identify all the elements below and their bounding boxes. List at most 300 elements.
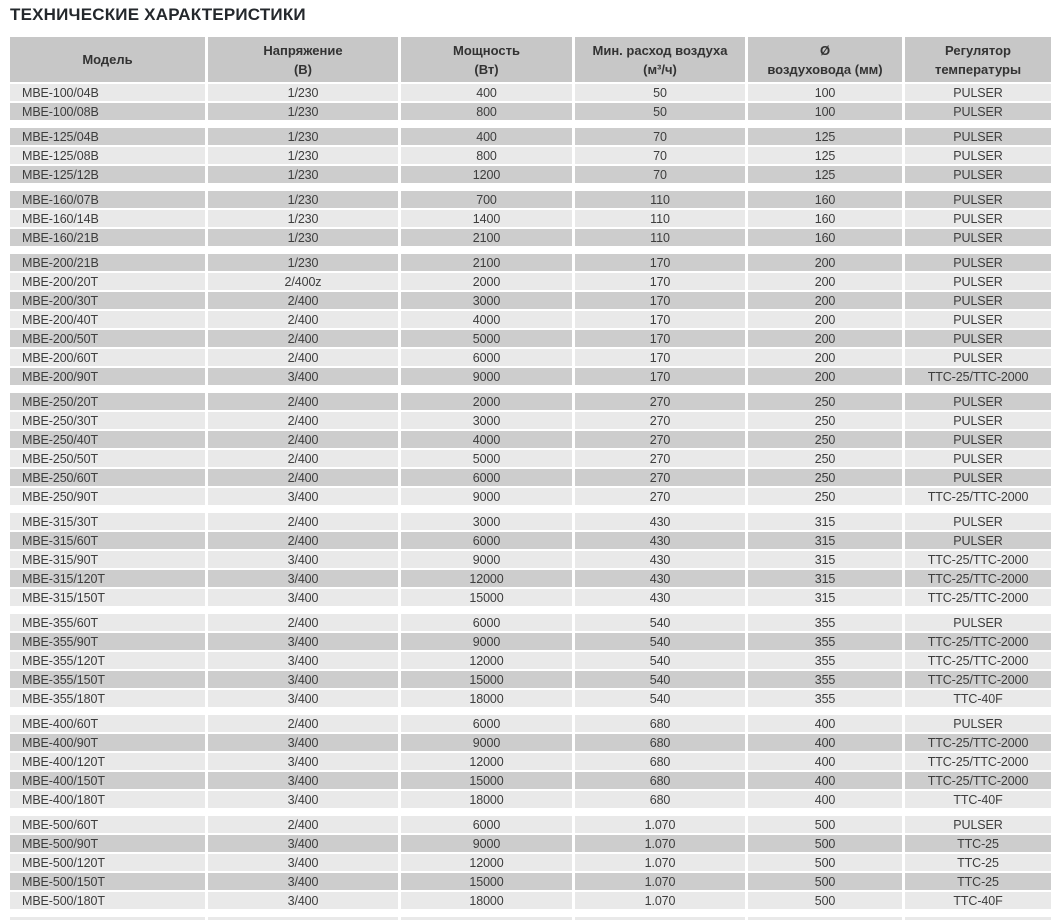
table-cell-model: MBE-400/90T [10,734,205,751]
header-label-line1: Модель [82,52,133,67]
table-cell-voltage: 2/400z [208,273,398,290]
table-cell-airflow: 540 [575,633,745,650]
table-row [10,311,1051,328]
table-cell-diameter: 500 [748,854,902,871]
table-cell-diameter: 200 [748,292,902,309]
table-cell-voltage: 2/400 [208,431,398,448]
table-cell-model: MBE-400/180T [10,791,205,808]
table-row [10,513,1051,530]
table-cell-power: 6000 [401,614,572,631]
table-cell-voltage: 2/400 [208,513,398,530]
table-cell-airflow: 50 [575,103,745,120]
table-cell-airflow: 170 [575,273,745,290]
header-label-line2: (Вт) [474,61,499,77]
table-cell-model: MBE-200/90T [10,368,205,385]
table-cell-model: MBE-200/20T [10,273,205,290]
table-cell-diameter: 500 [748,873,902,890]
table-cell-model: MBE-355/60T [10,614,205,631]
table-cell-power: 15000 [401,671,572,688]
table-row [10,273,1051,290]
table-cell-voltage: 1/230 [208,210,398,227]
table-cell-regulator: TTC-25/TTC-2000 [905,671,1051,688]
table-cell-voltage: 1/230 [208,229,398,246]
table-cell-regulator: PULSER [905,450,1051,467]
table-cell-airflow: 270 [575,450,745,467]
table-row [10,254,1051,271]
cutoff-cell [905,917,1051,920]
model-group [10,513,1051,606]
table-cell-model: MBE-125/08B [10,147,205,164]
table-cell-diameter: 250 [748,488,902,505]
table-cell-model: MBE-500/180T [10,892,205,909]
table-cell-voltage: 2/400 [208,469,398,486]
table-cell-power: 800 [401,103,572,120]
table-cell-airflow: 1.070 [575,892,745,909]
table-cell-model: MBE-100/08B [10,103,205,120]
table-cell-diameter: 250 [748,412,902,429]
table-cell-model: MBE-250/60T [10,469,205,486]
table-row [10,715,1051,732]
table-cell-power: 6000 [401,715,572,732]
table-cell-diameter: 315 [748,570,902,587]
table-cell-model: MBE-125/04B [10,128,205,145]
table-cell-diameter: 400 [748,753,902,770]
table-cell-regulator: TTC-25/TTC-2000 [905,633,1051,650]
table-cell-voltage: 3/400 [208,854,398,871]
table-row [10,753,1051,770]
table-cell-diameter: 125 [748,147,902,164]
table-cell-power: 400 [401,128,572,145]
table-cell-diameter: 400 [748,772,902,789]
table-cell-regulator: TTC-25 [905,854,1051,871]
table-cell-airflow: 270 [575,431,745,448]
table-cell-airflow: 110 [575,229,745,246]
table-cell-model: MBE-315/60T [10,532,205,549]
table-cell-model: MBE-160/21B [10,229,205,246]
table-row [10,166,1051,183]
table-cell-power: 400 [401,84,572,101]
table-cell-regulator: PULSER [905,469,1051,486]
table-cell-diameter: 250 [748,450,902,467]
table-cell-airflow: 430 [575,589,745,606]
table-cell-diameter: 315 [748,513,902,530]
table-cell-voltage: 1/230 [208,166,398,183]
header-cell [905,37,1051,82]
table-cell-voltage: 2/400 [208,450,398,467]
table-cell-diameter: 200 [748,368,902,385]
table-cell-model: MBE-500/120T [10,854,205,871]
table-cell-airflow: 270 [575,412,745,429]
table-cell-model: MBE-160/14B [10,210,205,227]
table-cell-power: 3000 [401,292,572,309]
table-row [10,368,1051,385]
header-label-line1: Ø [819,42,831,58]
table-row [10,469,1051,486]
model-group [10,128,1051,183]
cutoff-cell [748,917,902,920]
cutoff-cell [208,917,398,920]
cutoff-cell [401,917,572,920]
table-cell-airflow: 540 [575,690,745,707]
table-header [10,37,1051,82]
table-cell-model: MBE-400/150T [10,772,205,789]
table-row [10,431,1051,448]
table-cell-regulator: TTC-25/TTC-2000 [905,488,1051,505]
table-cell-power: 18000 [401,791,572,808]
table-row [10,330,1051,347]
table-row [10,772,1051,789]
table-row [10,128,1051,145]
table-cell-regulator: PULSER [905,103,1051,120]
table-cell-power: 2100 [401,254,572,271]
table-cell-airflow: 680 [575,772,745,789]
table-row [10,292,1051,309]
table-cell-voltage: 3/400 [208,753,398,770]
header-label-line2: воздуховода (мм) [767,61,883,77]
table-cell-airflow: 110 [575,210,745,227]
table-cell-diameter: 160 [748,229,902,246]
table-cell-model: MBE-100/04B [10,84,205,101]
table-cell-diameter: 315 [748,532,902,549]
table-cell-airflow: 50 [575,84,745,101]
table-cell-voltage: 3/400 [208,791,398,808]
specs-table [10,37,1051,920]
table-cell-diameter: 355 [748,671,902,688]
table-cell-regulator: PULSER [905,532,1051,549]
table-row [10,147,1051,164]
table-cell-airflow: 1.070 [575,835,745,852]
table-cell-regulator: PULSER [905,254,1051,271]
table-cell-airflow: 540 [575,671,745,688]
table-cell-regulator: PULSER [905,273,1051,290]
table-cell-power: 5000 [401,330,572,347]
table-cell-model: MBE-250/40T [10,431,205,448]
table-row [10,412,1051,429]
table-cell-power: 18000 [401,690,572,707]
table-cell-airflow: 430 [575,532,745,549]
table-cell-power: 9000 [401,488,572,505]
table-row [10,671,1051,688]
model-group [10,191,1051,246]
table-cell-diameter: 355 [748,690,902,707]
table-cell-power: 2100 [401,229,572,246]
table-cell-model: MBE-200/30T [10,292,205,309]
table-cell-model: MBE-200/50T [10,330,205,347]
table-cell-model: MBE-400/60T [10,715,205,732]
table-cell-diameter: 100 [748,103,902,120]
table-row [10,835,1051,852]
table-cell-power: 12000 [401,753,572,770]
table-cell-voltage: 3/400 [208,589,398,606]
table-cell-airflow: 170 [575,311,745,328]
table-cell-regulator: TTC-25 [905,835,1051,852]
table-cell-power: 9000 [401,835,572,852]
table-cell-model: MBE-355/120T [10,652,205,669]
table-cell-airflow: 540 [575,652,745,669]
table-cell-diameter: 315 [748,589,902,606]
table-cell-airflow: 110 [575,191,745,208]
table-cell-power: 1400 [401,210,572,227]
table-cell-model: MBE-250/20T [10,393,205,410]
table-cell-voltage: 2/400 [208,393,398,410]
table-cell-regulator: TTC-25/TTC-2000 [905,734,1051,751]
table-cell-power: 12000 [401,652,572,669]
table-cell-voltage: 3/400 [208,570,398,587]
table-cell-diameter: 355 [748,633,902,650]
table-cell-airflow: 170 [575,330,745,347]
table-cell-model: MBE-355/150T [10,671,205,688]
table-cell-model: MBE-400/120T [10,753,205,770]
table-cell-regulator: PULSER [905,311,1051,328]
table-cell-voltage: 3/400 [208,835,398,852]
table-cell-airflow: 1.070 [575,816,745,833]
table-cell-diameter: 250 [748,469,902,486]
table-row [10,488,1051,505]
table-row [10,210,1051,227]
table-cell-model: MBE-160/07B [10,191,205,208]
table-cell-airflow: 430 [575,513,745,530]
table-cell-voltage: 2/400 [208,412,398,429]
table-cell-regulator: PULSER [905,128,1051,145]
table-row [10,791,1051,808]
table-row [10,103,1051,120]
table-cell-power: 2000 [401,393,572,410]
table-cell-power: 6000 [401,469,572,486]
table-cell-model: MBE-500/60T [10,816,205,833]
table-cell-power: 9000 [401,368,572,385]
table-cell-airflow: 680 [575,753,745,770]
cutoff-row [10,917,1051,920]
table-cell-regulator: TTC-40F [905,791,1051,808]
table-cell-power: 6000 [401,349,572,366]
table-cell-model: MBE-500/150T [10,873,205,890]
table-cell-airflow: 430 [575,551,745,568]
table-cell-model: MBE-500/90T [10,835,205,852]
table-body [10,84,1051,909]
table-cell-power: 4000 [401,311,572,328]
table-cell-regulator: PULSER [905,147,1051,164]
table-cell-diameter: 200 [748,311,902,328]
table-cell-diameter: 160 [748,210,902,227]
table-cell-regulator: PULSER [905,330,1051,347]
table-cell-voltage: 3/400 [208,690,398,707]
table-cell-airflow: 170 [575,368,745,385]
table-row [10,589,1051,606]
table-cell-voltage: 3/400 [208,734,398,751]
table-cell-diameter: 500 [748,835,902,852]
table-cell-diameter: 200 [748,273,902,290]
table-cell-model: MBE-125/12B [10,166,205,183]
table-cell-power: 9000 [401,633,572,650]
table-cell-airflow: 430 [575,570,745,587]
table-cell-voltage: 3/400 [208,671,398,688]
table-cell-regulator: PULSER [905,84,1051,101]
table-cell-diameter: 400 [748,734,902,751]
table-cell-power: 3000 [401,513,572,530]
table-row [10,229,1051,246]
table-row [10,349,1051,366]
model-group [10,816,1051,909]
table-cell-voltage: 3/400 [208,551,398,568]
table-cell-model: MBE-200/60T [10,349,205,366]
table-cell-airflow: 1.070 [575,873,745,890]
header-label-line1: Мощность [453,42,520,58]
table-cell-voltage: 1/230 [208,103,398,120]
table-cell-model: MBE-200/40T [10,311,205,328]
header-cell [575,37,745,82]
table-cell-regulator: PULSER [905,393,1051,410]
table-row [10,84,1051,101]
table-cell-voltage: 3/400 [208,873,398,890]
table-cell-regulator: TTC-25/TTC-2000 [905,772,1051,789]
table-cell-regulator: PULSER [905,349,1051,366]
table-row [10,690,1051,707]
table-cell-diameter: 355 [748,652,902,669]
table-cell-model: MBE-315/30T [10,513,205,530]
table-row [10,652,1051,669]
table-cell-airflow: 680 [575,715,745,732]
table-cell-power: 15000 [401,589,572,606]
table-row [10,614,1051,631]
model-group [10,254,1051,385]
table-cell-voltage: 2/400 [208,816,398,833]
header-label-line2: температуры [934,61,1022,77]
table-cell-model: MBE-355/90T [10,633,205,650]
header-label-line1: Регулятор [945,42,1011,58]
table-cell-voltage: 2/400 [208,292,398,309]
table-cell-voltage: 1/230 [208,191,398,208]
model-group [10,614,1051,707]
table-cell-voltage: 2/400 [208,715,398,732]
table-cell-model: MBE-315/120T [10,570,205,587]
table-cell-airflow: 70 [575,128,745,145]
table-cell-airflow: 540 [575,614,745,631]
header-cell [401,37,572,82]
table-cell-regulator: PULSER [905,210,1051,227]
table-cell-regulator: PULSER [905,715,1051,732]
table-cell-voltage: 2/400 [208,349,398,366]
table-cell-diameter: 125 [748,128,902,145]
table-cell-power: 3000 [401,412,572,429]
cutoff-cell [10,917,205,920]
table-cell-model: MBE-200/21B [10,254,205,271]
table-cell-airflow: 680 [575,791,745,808]
table-cell-voltage: 2/400 [208,330,398,347]
table-cell-regulator: PULSER [905,166,1051,183]
model-group [10,84,1051,120]
table-cell-voltage: 1/230 [208,128,398,145]
table-cell-voltage: 1/230 [208,147,398,164]
model-group [10,393,1051,505]
table-cell-power: 15000 [401,873,572,890]
table-cell-airflow: 170 [575,254,745,271]
table-cell-model: MBE-250/30T [10,412,205,429]
table-cell-voltage: 2/400 [208,311,398,328]
table-cell-power: 12000 [401,570,572,587]
table-row [10,450,1051,467]
table-cell-regulator: PULSER [905,412,1051,429]
table-row [10,191,1051,208]
model-group [10,715,1051,808]
table-row [10,734,1051,751]
table-cell-power: 9000 [401,734,572,751]
header-label-line2: (В) [293,61,313,77]
table-cell-power: 4000 [401,431,572,448]
table-cell-regulator: TTC-40F [905,892,1051,909]
table-cell-diameter: 315 [748,551,902,568]
table-cell-model: MBE-355/180T [10,690,205,707]
table-cell-power: 18000 [401,892,572,909]
table-cell-regulator: TTC-25/TTC-2000 [905,570,1051,587]
table-cell-diameter: 400 [748,715,902,732]
table-cell-voltage: 3/400 [208,772,398,789]
table-cell-diameter: 500 [748,892,902,909]
table-cell-regulator: TTC-25/TTC-2000 [905,589,1051,606]
table-cell-regulator: PULSER [905,513,1051,530]
header-cell [10,37,205,82]
header-label-line2: (м³/ч) [643,61,677,77]
table-cell-voltage: 3/400 [208,368,398,385]
table-cell-voltage: 3/400 [208,892,398,909]
table-row [10,570,1051,587]
table-cell-model: MBE-315/90T [10,551,205,568]
table-cell-regulator: PULSER [905,292,1051,309]
table-cell-model: MBE-250/90T [10,488,205,505]
table-cell-power: 800 [401,147,572,164]
table-cell-regulator: TTC-40F [905,690,1051,707]
page-title: ТЕХНИЧЕСКИЕ ХАРАКТЕРИСТИКИ [10,5,306,24]
table-cell-regulator: PULSER [905,614,1051,631]
table-row [10,873,1051,890]
table-cell-power: 2000 [401,273,572,290]
table-row [10,633,1051,650]
table-cell-airflow: 1.070 [575,854,745,871]
table-cell-diameter: 355 [748,614,902,631]
table-cell-power: 5000 [401,450,572,467]
table-cell-voltage: 1/230 [208,84,398,101]
table-cell-diameter: 200 [748,254,902,271]
table-cell-voltage: 3/400 [208,633,398,650]
table-cell-diameter: 250 [748,431,902,448]
table-cell-diameter: 100 [748,84,902,101]
table-cell-voltage: 3/400 [208,488,398,505]
table-cell-regulator: TTC-25/TTC-2000 [905,551,1051,568]
table-cell-airflow: 170 [575,349,745,366]
table-cell-diameter: 160 [748,191,902,208]
table-cell-power: 700 [401,191,572,208]
table-cell-airflow: 270 [575,393,745,410]
table-row [10,892,1051,909]
header-label-line1: Напряжение [263,42,343,58]
table-cell-regulator: TTC-25/TTC-2000 [905,652,1051,669]
table-row [10,393,1051,410]
table-cell-airflow: 270 [575,469,745,486]
table-cell-regulator: PULSER [905,431,1051,448]
table-cell-airflow: 270 [575,488,745,505]
table-cell-regulator: TTC-25/TTC-2000 [905,368,1051,385]
table-cell-diameter: 125 [748,166,902,183]
table-cell-regulator: PULSER [905,191,1051,208]
table-cell-power: 15000 [401,772,572,789]
table-cell-power: 1200 [401,166,572,183]
table-cell-diameter: 200 [748,349,902,366]
table-cell-model: MBE-250/50T [10,450,205,467]
table-cell-power: 9000 [401,551,572,568]
table-cell-voltage: 2/400 [208,532,398,549]
table-cell-airflow: 680 [575,734,745,751]
table-cell-airflow: 70 [575,147,745,164]
table-cell-diameter: 500 [748,816,902,833]
